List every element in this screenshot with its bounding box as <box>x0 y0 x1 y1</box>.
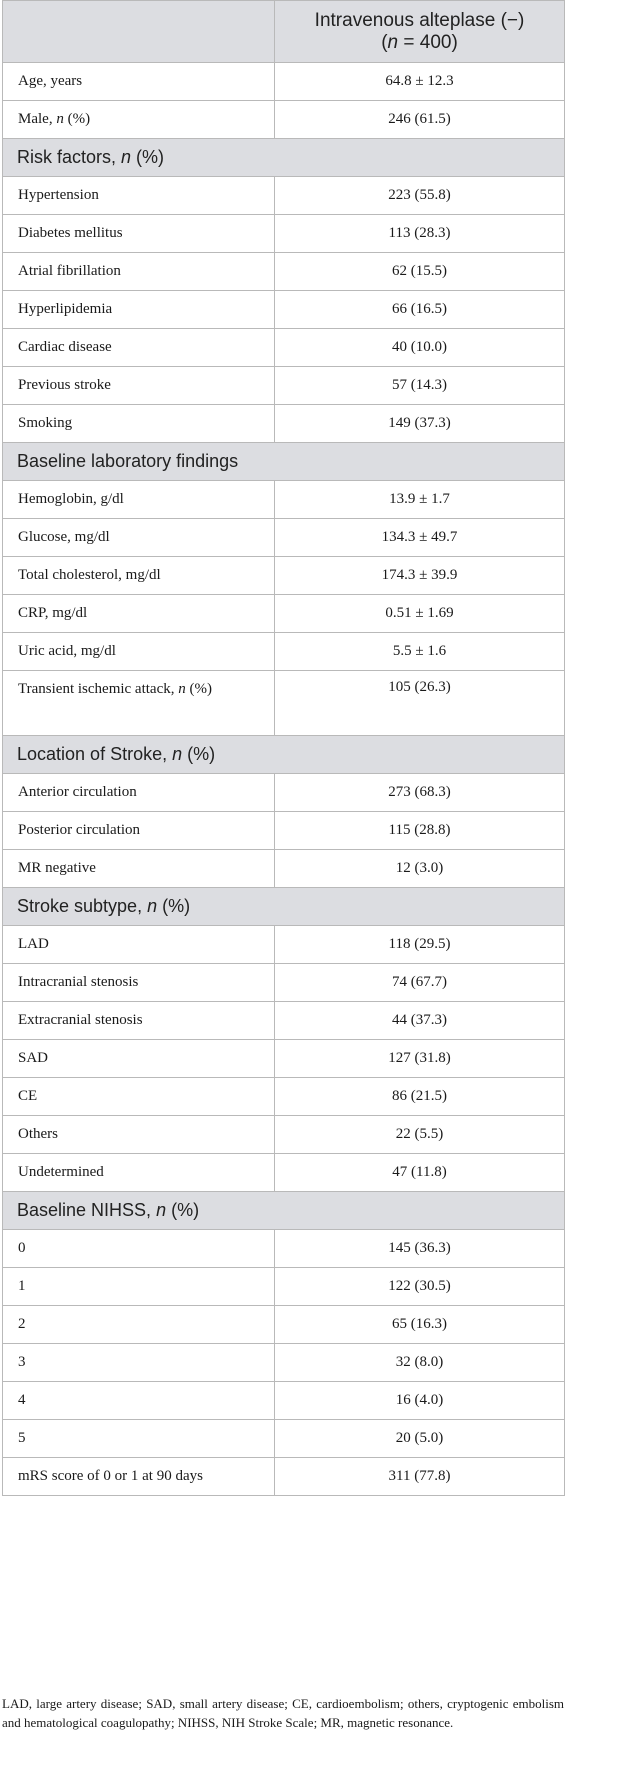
table-row <box>3 177 565 215</box>
header-n-value: = 400) <box>398 31 458 53</box>
row-label-text: Cardiac disease <box>18 339 112 355</box>
section-title-italic: n <box>156 1200 167 1220</box>
row-value: 127 (31.8) <box>275 1040 565 1078</box>
table-row <box>3 519 565 557</box>
row-value: 47 (11.8) <box>275 1154 565 1192</box>
row-label <box>3 774 275 812</box>
table-row <box>3 671 565 736</box>
row-label-text: SAD <box>18 1050 49 1066</box>
header-line-2 <box>275 32 564 54</box>
row-value: 134.3 ± 49.7 <box>275 519 565 557</box>
row-label <box>3 481 275 519</box>
row-label <box>3 367 275 405</box>
row-label <box>3 253 275 291</box>
row-label <box>3 1420 275 1458</box>
row-value: 20 (5.0) <box>275 1420 565 1458</box>
table-row <box>3 926 565 964</box>
row-label <box>3 1344 275 1382</box>
row-label <box>3 215 275 253</box>
row-label-text: Transient ischemic attack, <box>18 681 179 697</box>
section-header-row <box>3 1192 565 1230</box>
row-label-text: 0 <box>18 1240 26 1256</box>
row-label-suffix: (%) <box>63 111 91 127</box>
table-row <box>3 1154 565 1192</box>
row-label <box>3 926 275 964</box>
table-row <box>3 253 565 291</box>
row-value: 223 (55.8) <box>275 177 565 215</box>
section-header-row <box>3 139 565 177</box>
row-value: 105 (26.3) <box>275 671 565 736</box>
row-value: 5.5 ± 1.6 <box>275 633 565 671</box>
section-header-row <box>3 443 565 481</box>
row-label-text: Male, <box>18 111 57 127</box>
row-label-text: 2 <box>18 1316 26 1332</box>
table-row <box>3 964 565 1002</box>
table-row <box>3 1420 565 1458</box>
row-label-text: Intracranial stenosis <box>18 974 139 990</box>
section-title-text: Stroke subtype, <box>17 896 148 916</box>
section-title <box>3 1192 565 1230</box>
row-label-text: Others <box>18 1126 58 1142</box>
row-label <box>3 850 275 888</box>
row-label-text: 1 <box>18 1278 26 1294</box>
row-value: 62 (15.5) <box>275 253 565 291</box>
row-label <box>3 1040 275 1078</box>
table-row <box>3 1230 565 1268</box>
row-value: 113 (28.3) <box>275 215 565 253</box>
row-label <box>3 63 275 101</box>
row-label-text: Age, years <box>18 73 83 89</box>
section-title <box>3 443 565 481</box>
row-label-text: 5 <box>18 1430 26 1446</box>
table-footnote: LAD, large artery disease; SAD, small artery disease; CE, cardioembolism; others, cryptogenic embolism and hematological coagulopathy; NIHSS, NIH Stroke Scale; MR, magnetic resonance. <box>2 1696 564 1730</box>
row-label-text: Extracranial stenosis <box>18 1012 143 1028</box>
row-label-text: Posterior circulation <box>18 822 141 838</box>
row-label <box>3 557 275 595</box>
table-row <box>3 405 565 443</box>
row-label <box>3 671 275 736</box>
row-value: 74 (67.7) <box>275 964 565 1002</box>
table-row <box>3 1458 565 1496</box>
header-n-italic: n <box>387 31 399 53</box>
row-value: 115 (28.8) <box>275 812 565 850</box>
section-title-italic: n <box>121 147 132 167</box>
row-value: 57 (14.3) <box>275 367 565 405</box>
header-line-1: Intravenous alteplase (−) <box>314 9 525 31</box>
row-value: 122 (30.5) <box>275 1268 565 1306</box>
table-row <box>3 1268 565 1306</box>
row-label <box>3 291 275 329</box>
table-row <box>3 101 565 139</box>
section-title-suffix: (%) <box>131 147 165 167</box>
row-label-text: CRP, mg/dl <box>18 605 88 621</box>
table-row <box>3 812 565 850</box>
table-row <box>3 215 565 253</box>
row-label <box>3 633 275 671</box>
row-label-text: Total cholesterol, mg/dl <box>18 567 161 583</box>
table-row <box>3 329 565 367</box>
row-value: 32 (8.0) <box>275 1344 565 1382</box>
section-header-row <box>3 888 565 926</box>
row-value: 149 (37.3) <box>275 405 565 443</box>
table-row <box>3 1306 565 1344</box>
table-row <box>3 1344 565 1382</box>
row-value: 66 (16.5) <box>275 291 565 329</box>
row-label <box>3 1382 275 1420</box>
row-label <box>3 1230 275 1268</box>
row-label-suffix: (%) <box>185 681 212 697</box>
table-header-row <box>3 1 565 63</box>
table-row <box>3 481 565 519</box>
row-label <box>3 812 275 850</box>
row-label <box>3 964 275 1002</box>
section-title <box>3 139 565 177</box>
header-open-paren: ( <box>381 31 388 53</box>
table-row <box>3 595 565 633</box>
row-label <box>3 595 275 633</box>
table-row <box>3 291 565 329</box>
row-label-text: Hyperlipidemia <box>18 301 113 317</box>
section-title-italic: n <box>147 896 158 916</box>
table-body <box>3 63 565 1496</box>
row-value: 12 (3.0) <box>275 850 565 888</box>
row-label-text: 3 <box>18 1354 26 1370</box>
section-title-suffix: (%) <box>157 896 191 916</box>
row-label-text: Anterior circulation <box>18 784 137 800</box>
row-label-text: 4 <box>18 1392 26 1408</box>
header-cell-variable <box>3 1 275 63</box>
table-row <box>3 1116 565 1154</box>
table-row <box>3 63 565 101</box>
row-label <box>3 101 275 139</box>
section-title <box>3 736 565 774</box>
row-label-text: Glucose, mg/dl <box>18 529 110 545</box>
row-value: 273 (68.3) <box>275 774 565 812</box>
section-title-suffix: (%) <box>166 1200 200 1220</box>
table-row <box>3 1078 565 1116</box>
row-label-text: Hypertension <box>18 187 99 203</box>
section-title <box>3 888 565 926</box>
row-label <box>3 519 275 557</box>
row-value: 86 (21.5) <box>275 1078 565 1116</box>
row-value: 16 (4.0) <box>275 1382 565 1420</box>
row-value: 118 (29.5) <box>275 926 565 964</box>
row-label <box>3 1078 275 1116</box>
row-value: 145 (36.3) <box>275 1230 565 1268</box>
section-title-suffix: (%) <box>182 744 216 764</box>
section-title-text: Risk factors, <box>17 147 122 167</box>
row-label-italic: n <box>178 681 186 697</box>
row-value: 44 (37.3) <box>275 1002 565 1040</box>
row-label <box>3 177 275 215</box>
section-title-text: Baseline laboratory findings <box>17 451 239 471</box>
row-value: 40 (10.0) <box>275 329 565 367</box>
table-row <box>3 1040 565 1078</box>
row-label-text: Hemoglobin, g/dl <box>18 491 124 507</box>
row-label <box>3 1458 275 1496</box>
row-label <box>3 1268 275 1306</box>
section-title-text: Baseline NIHSS, <box>17 1200 157 1220</box>
table-row <box>3 633 565 671</box>
section-title-italic: n <box>172 744 183 764</box>
row-value: 174.3 ± 39.9 <box>275 557 565 595</box>
row-label-italic: n <box>56 111 64 127</box>
row-value: 311 (77.8) <box>275 1458 565 1496</box>
row-label-text: Smoking <box>18 415 73 431</box>
table-row <box>3 774 565 812</box>
row-label <box>3 1116 275 1154</box>
row-label <box>3 329 275 367</box>
row-value: 64.8 ± 12.3 <box>275 63 565 101</box>
table-row <box>3 850 565 888</box>
row-label-text: Undetermined <box>18 1164 104 1180</box>
row-value: 22 (5.5) <box>275 1116 565 1154</box>
row-value: 65 (16.3) <box>275 1306 565 1344</box>
row-label <box>3 1002 275 1040</box>
row-label-text: Previous stroke <box>18 377 111 393</box>
table-row <box>3 557 565 595</box>
table-row <box>3 1382 565 1420</box>
row-label-text: LAD <box>18 936 49 952</box>
row-label-text: Uric acid, mg/dl <box>18 643 116 659</box>
row-value: 13.9 ± 1.7 <box>275 481 565 519</box>
baseline-characteristics-table <box>2 0 565 1496</box>
row-label-text: MR negative <box>18 860 96 876</box>
row-label-text: mRS score of 0 or 1 at 90 days <box>18 1468 203 1484</box>
table-row <box>3 1002 565 1040</box>
row-label-text: Diabetes mellitus <box>18 225 123 241</box>
header-cell-alteplase <box>275 1 565 63</box>
row-value: 0.51 ± 1.69 <box>275 595 565 633</box>
table-row <box>3 367 565 405</box>
section-title-text: Location of Stroke, <box>17 744 173 764</box>
row-value: 246 (61.5) <box>275 101 565 139</box>
row-label <box>3 405 275 443</box>
row-label <box>3 1154 275 1192</box>
section-header-row <box>3 736 565 774</box>
row-label-text: CE <box>18 1088 38 1104</box>
row-label-text: Atrial fibrillation <box>18 263 121 279</box>
row-label <box>3 1306 275 1344</box>
